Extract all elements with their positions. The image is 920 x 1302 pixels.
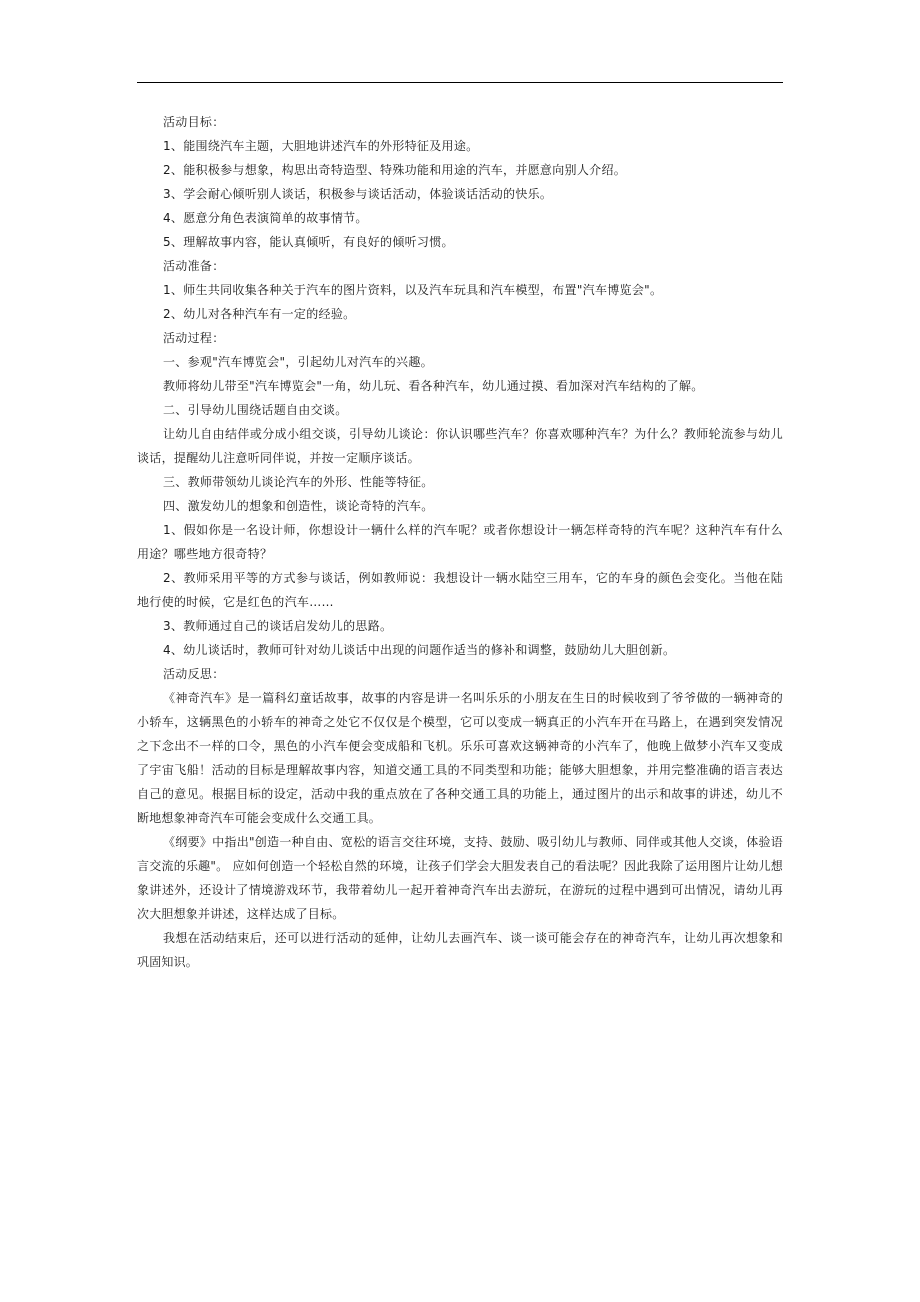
section-heading-reflection: 活动反思： xyxy=(163,667,225,681)
preparation-item: 2、幼儿对各种汽车有一定的经验。 xyxy=(163,307,356,321)
reflection-paragraph: 我想在活动结束后，还可以进行活动的延伸，让幼儿去画汽车、谈一谈可能会存在的神奇汽车，让幼儿再次想象和巩固知识。 xyxy=(137,931,783,969)
section-heading-preparation: 活动准备： xyxy=(163,259,225,273)
goal-item: 1、能围绕汽车主题，大胆地讲述汽车的外形特征及用途。 xyxy=(163,139,479,153)
process-step: 四、激发幼儿的想象和创造性，谈论奇特的汽车。 xyxy=(163,499,434,513)
preparation-item: 1、师生共同收集各种关于汽车的图片资料，以及汽车玩具和汽车模型，布置"汽车博览会"。 xyxy=(163,283,663,297)
process-text: 教师将幼儿带至"汽车博览会"一角，幼儿玩、看各种汽车，幼儿通过摸、看加深对汽车结构的了解。 xyxy=(163,379,704,393)
goal-item: 4、愿意分角色表演简单的故事情节。 xyxy=(163,211,368,225)
process-step: 一、参观"汽车博览会"，引起幼儿对汽车的兴趣。 xyxy=(163,355,433,369)
process-step: 二、引导幼儿围绕话题自由交谈。 xyxy=(163,403,348,417)
reflection-paragraph: 《纲要》中指出"创造一种自由、宽松的语言交往环境，支持、鼓励、吸引幼儿与教师、同伴或其他人交谈，体验语言交流的乐趣"。 应如何创造一个轻松自然的环境，让孩子们学会大胆发表自己的看法呢？因此我除了运用图片让幼儿想象讲述外，还设计了情境游戏环节，我带着幼儿一起开着神奇汽车出去游玩，在游玩的过程中遇到可出情况，请幼儿再次大胆想象并讲述，这样达成了目标。 xyxy=(137,835,783,921)
process-paragraph: 2、教师采用平等的方式参与谈话，例如教师说：我想设计一辆水陆空三用车，它的车身的颜色会变化。当他在陆地行使的时候，它是红色的汽车…… xyxy=(137,571,783,609)
document-body xyxy=(137,110,783,974)
goal-item: 3、学会耐心倾听别人谈话，积极参与谈话活动，体验谈话活动的快乐。 xyxy=(163,187,553,201)
section-heading-goals: 活动目标： xyxy=(163,115,225,129)
process-paragraph: 让幼儿自由结伴或分成小组交谈，引导幼儿谈论：你认识哪些汽车？你喜欢哪种汽车？为什么？教师轮流参与幼儿谈话，提醒幼儿注意听同伴说，并按一定顺序谈话。 xyxy=(137,427,783,465)
header-rule xyxy=(137,82,783,83)
process-step: 三、教师带领幼儿谈论汽车的外形、性能等特征。 xyxy=(163,475,434,489)
goal-item: 5、理解故事内容，能认真倾听，有良好的倾听习惯。 xyxy=(163,235,454,249)
goal-item: 2、能积极参与想象，构思出奇特造型、特殊功能和用途的汽车，并愿意向别人介绍。 xyxy=(163,163,627,177)
process-paragraph: 1、假如你是一名设计师，你想设计一辆什么样的汽车呢？或者你想设计一辆怎样奇特的汽车呢？这种汽车有什么用途？哪些地方很奇特？ xyxy=(137,523,783,561)
reflection-paragraph: 《神奇汽车》是一篇科幻童话故事，故事的内容是讲一名叫乐乐的小朋友在生日的时候收到了爷爷做的一辆神奇的小轿车，这辆黑色的小轿车的神奇之处它不仅仅是个模型，它可以变成一辆真正的小汽车开在马路上，在遇到突发情况之下念出不一样的口令，黑色的小汽车便会变成船和飞机。乐乐可喜欢这辆神奇的小汽车了，他晚上做梦小汽车又变成了宇宙飞船！活动的目标是理解故事内容，知道交通工具的不同类型和功能；能够大胆想象，并用完整准确的语言表达自己的意见。根据目标的设定，活动中我的重点放在了各种交通工具的功能上，通过图片的出示和故事的讲述，幼儿不断地想象神奇汽车可能会变成什么交通工具。 xyxy=(137,691,783,825)
section-heading-process: 活动过程： xyxy=(163,331,225,345)
process-step: 3、教师通过自己的谈话启发幼儿的思路。 xyxy=(163,619,393,633)
process-step: 4、幼儿谈话时，教师可针对幼儿谈话中出现的问题作适当的修补和调整，鼓励幼儿大胆创新。 xyxy=(163,643,676,657)
